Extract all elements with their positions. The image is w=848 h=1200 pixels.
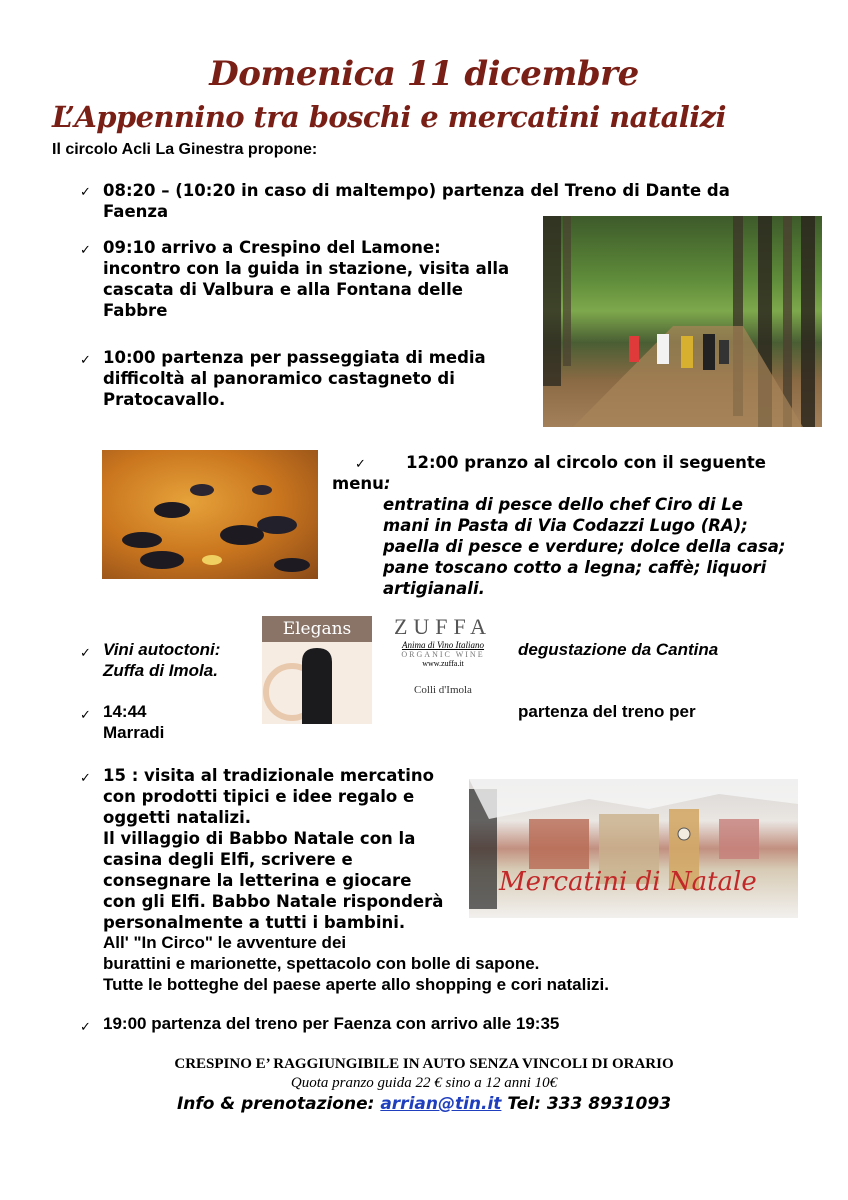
item-text: incontro con la guida in stazione, visita alla xyxy=(103,259,510,278)
brand-organic: ORGANIC WINE xyxy=(401,650,485,659)
check-icon: ✓ xyxy=(80,771,91,786)
item-text: Vini autoctoni: xyxy=(103,640,221,659)
item-text: Fabbre xyxy=(103,301,168,320)
item-text: 09:10 arrivo a Crespino del Lamone: xyxy=(103,238,441,257)
wine-label-name: Elegans xyxy=(262,616,372,642)
zuffa-logo-image xyxy=(384,614,502,726)
item-text: 12:00 pranzo al circolo con il seguente xyxy=(406,453,766,472)
item-text: degustazione da Cantina xyxy=(518,640,719,659)
menu-line: pane toscano cotto a legna; caffè; liquori xyxy=(383,558,767,577)
item-text: menu xyxy=(332,474,384,493)
item-text: personalmente a tutti i bambini. xyxy=(103,913,406,932)
item-text: casina degli Elfi, scrivere e xyxy=(103,850,353,869)
item-text: 10:00 partenza per passeggiata di media xyxy=(103,348,486,367)
item-text: 08:20 – (10:20 in caso di maltempo) partenza del Treno di Dante da xyxy=(103,181,730,200)
item-text: cascata di Valbura e alla Fontana delle xyxy=(103,280,463,299)
page-subtitle: L’Appennino tra boschi e mercatini natalizi xyxy=(52,100,726,134)
item-text: 19:00 partenza del treno per Faenza con arrivo alle 19:35 xyxy=(103,1014,560,1033)
item-text: 14:44 xyxy=(103,702,147,721)
item-text: : xyxy=(383,474,391,493)
hikers-forest-photo xyxy=(543,216,822,427)
item-text: oggetti natalizi. xyxy=(103,808,252,827)
christmas-market-photo xyxy=(469,779,798,918)
item-text: Pratocavallo. xyxy=(103,390,226,409)
item-text: Zuffa di Imola. xyxy=(103,661,218,680)
check-icon: ✓ xyxy=(80,353,91,368)
check-icon: ✓ xyxy=(80,645,91,660)
check-icon: ✓ xyxy=(80,707,91,722)
menu-line: entratina di pesce dello chef Ciro di Le xyxy=(383,495,743,514)
check-icon: ✓ xyxy=(80,1019,91,1034)
elegans-wine-label-image xyxy=(262,616,372,724)
item-text: con prodotti tipici e idee regalo e xyxy=(103,787,415,806)
email-link[interactable]: arrian@tin.it xyxy=(380,1094,502,1114)
brand-region: Colli d'Imola xyxy=(414,684,472,696)
item-text: con gli Elfi. Babbo Natale risponderà xyxy=(103,892,444,911)
item-text: burattini e marionette, spettacolo con bolle di sapone. xyxy=(103,954,540,973)
brand-name: ZUFFA xyxy=(393,614,493,639)
menu-line: artigianali. xyxy=(383,579,485,598)
phone-text: Tel: 333 8931093 xyxy=(501,1094,672,1114)
item-text: All' "In Circo" le avventure dei xyxy=(103,933,347,952)
item-text: partenza del treno per xyxy=(518,702,696,721)
menu-line: paella di pesce e verdure; dolce della casa; xyxy=(383,537,786,556)
item-text: consegnare la letterina e giocare xyxy=(103,871,412,890)
footer-access-note: CRESPINO E’ RAGGIUNGIBILE IN AUTO SENZA VINCOLI DI ORARIO xyxy=(174,1056,674,1072)
intro-text: Il circolo Acli La Ginestra propone: xyxy=(52,141,318,158)
check-icon: ✓ xyxy=(355,457,366,472)
page-title: Domenica 11 dicembre xyxy=(209,54,639,94)
item-text: Il villaggio di Babbo Natale con la xyxy=(103,829,416,848)
menu-line: mani in Pasta di Via Codazzi Lugo (RA); xyxy=(383,516,748,535)
item-text: Faenza xyxy=(103,202,169,221)
brand-tagline: Anima di Vino Italiano xyxy=(401,640,485,650)
footer-contact xyxy=(0,1094,848,1114)
item-text: 15 : visita al tradizionale mercatino xyxy=(103,766,434,785)
check-icon: ✓ xyxy=(80,185,91,200)
check-icon: ✓ xyxy=(80,243,91,258)
item-text: Marradi xyxy=(103,723,165,742)
paella-photo xyxy=(102,450,318,579)
contact-label: Info & prenotazione: xyxy=(176,1094,381,1114)
item-text: Tutte le botteghe del paese aperte allo shopping e cori natalizi. xyxy=(103,975,609,994)
footer-price: Quota pranzo guida 22 € sino a 12 anni 10€ xyxy=(290,1075,558,1091)
brand-url: www.zuffa.it xyxy=(422,659,464,668)
market-caption: Mercatini di Natale xyxy=(499,867,757,897)
item-text: difficoltà al panoramico castagneto di xyxy=(103,369,455,388)
